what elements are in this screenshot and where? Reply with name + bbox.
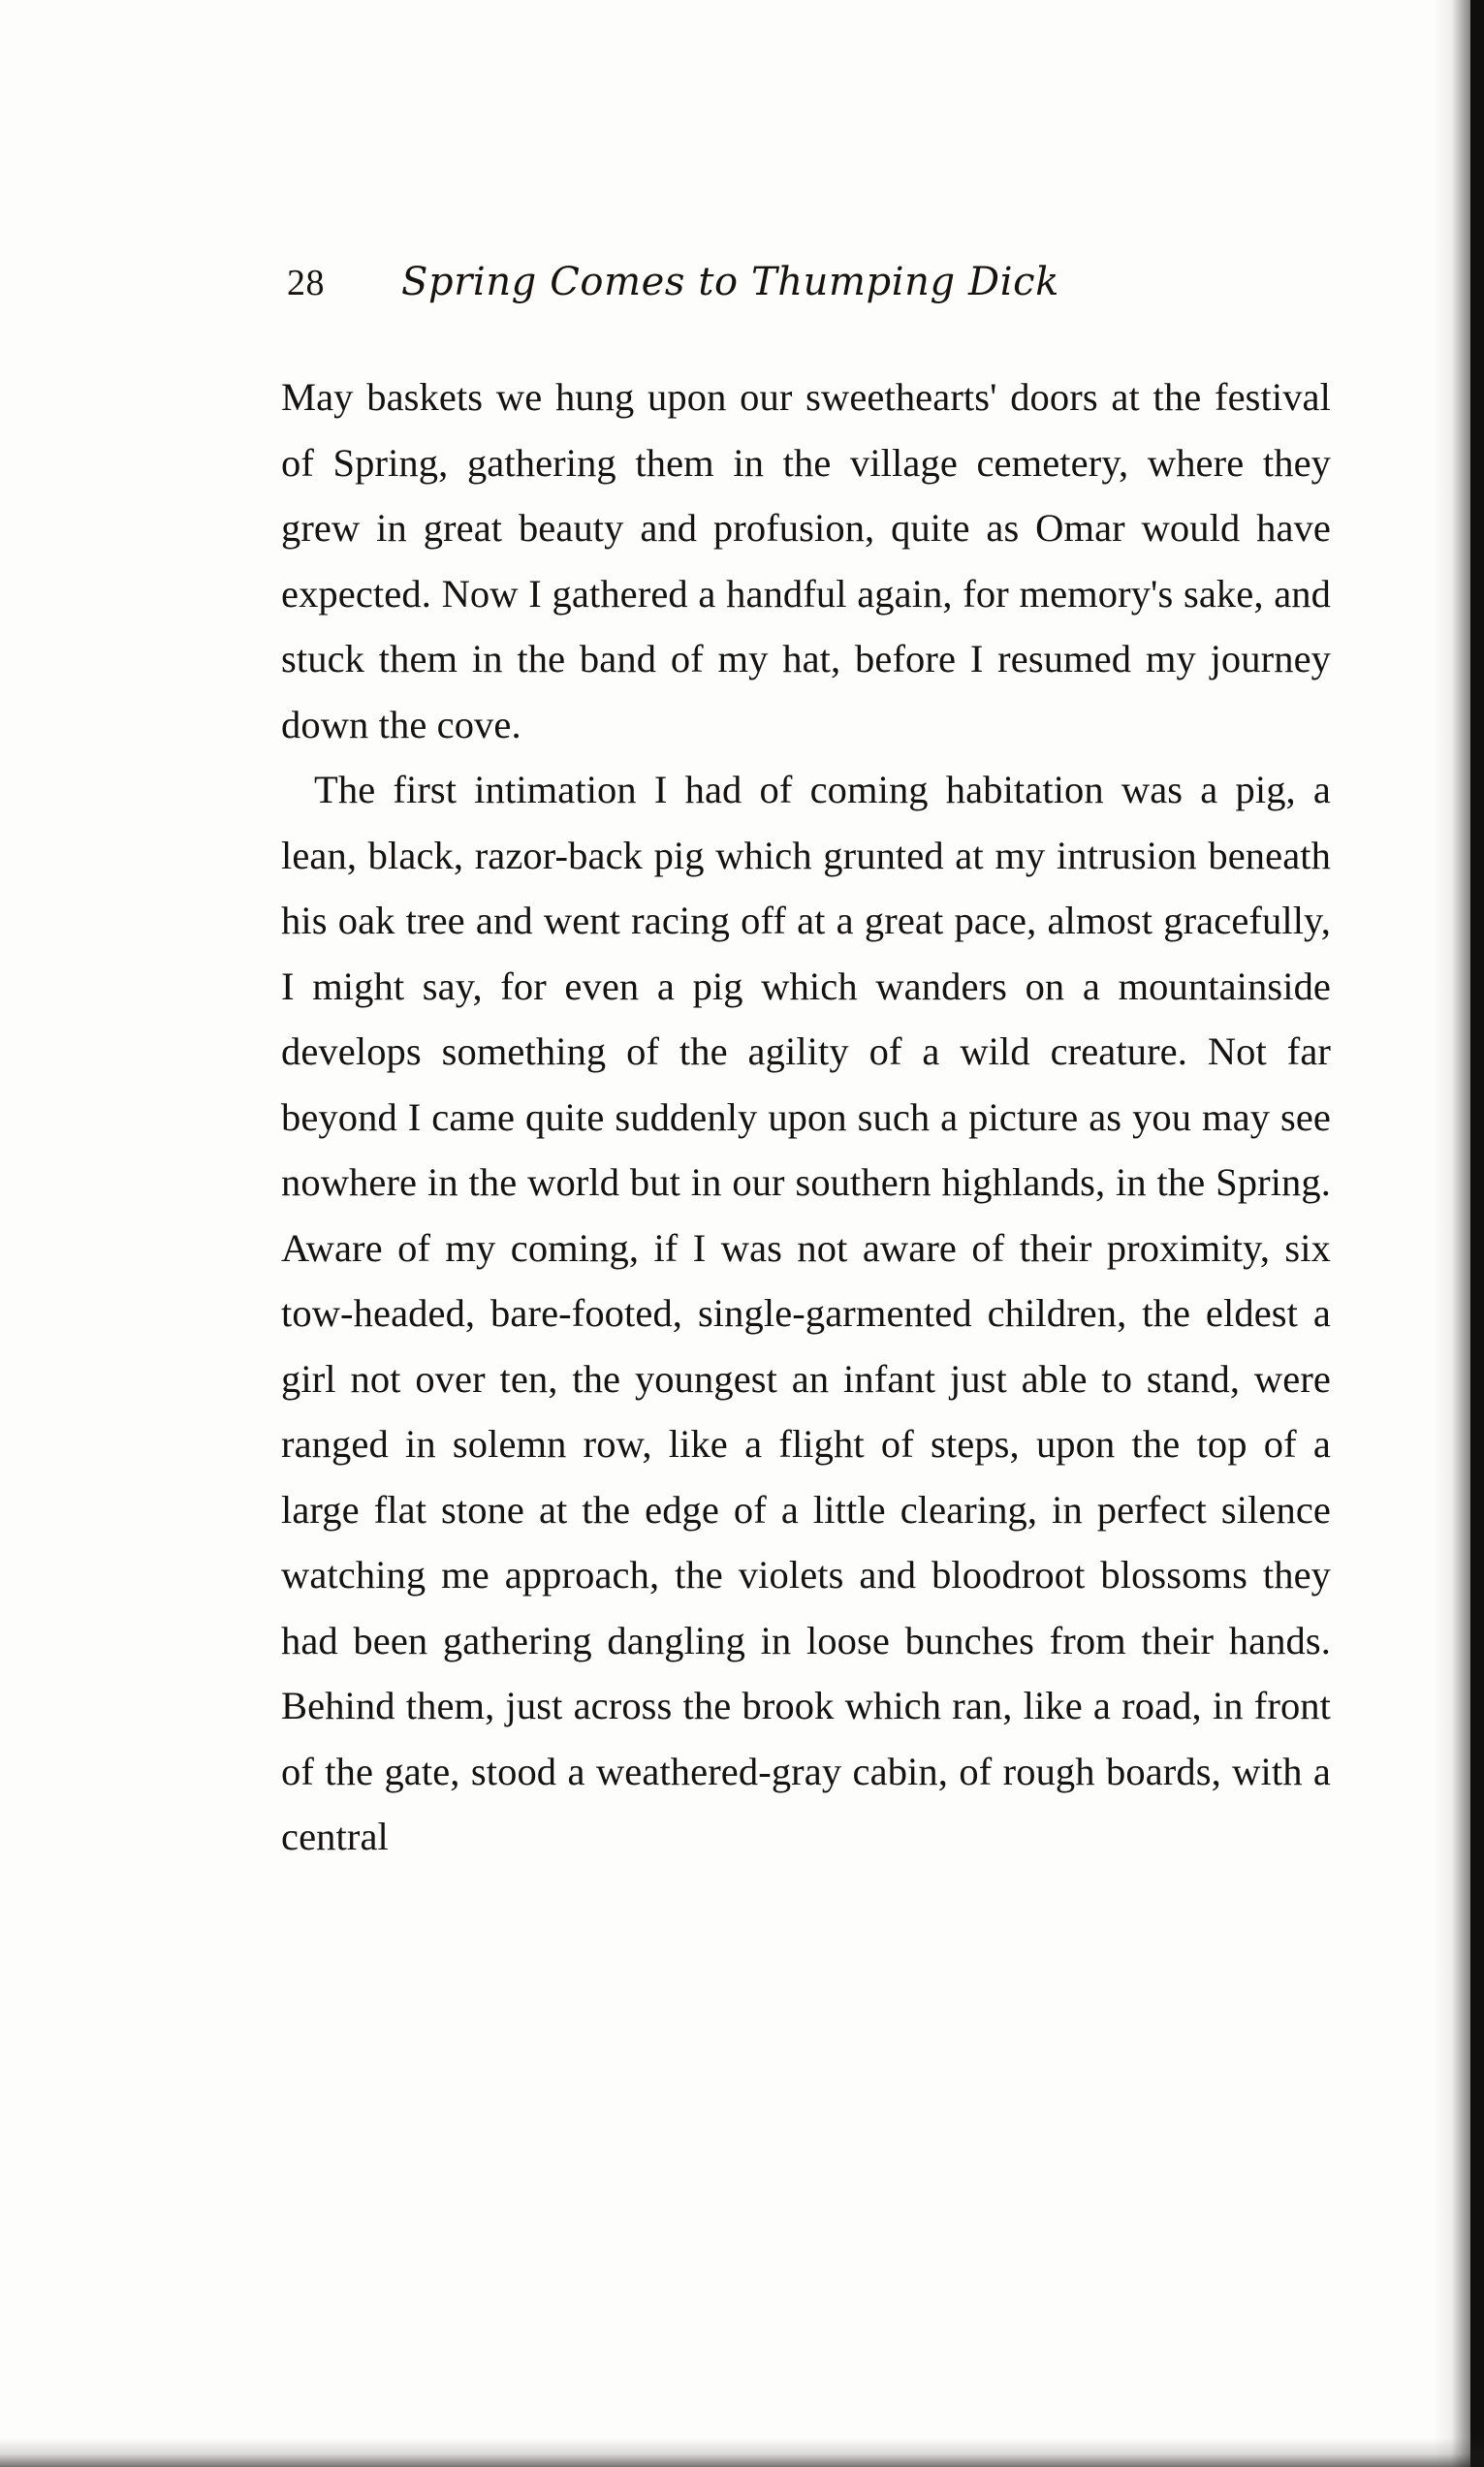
book-spine-edge [1470,0,1484,2467]
running-head [281,260,1331,304]
page-bottom-shadow [0,2438,1484,2467]
paragraph: May baskets we hung upon our sweethearts' doors at the festival of Spring, gathering them in the village cemetery, where they grew in great beauty and profusion, quite as Omar would have expected. Now I gathered a handful again, for memory's sake, and stuck them in the band of my hat, before I resumed my journey down the cove. [281,375,1331,746]
text-column [281,260,1331,1870]
running-head-title: Spring Comes to Thumping Dick [401,260,1059,304]
paragraph: The first intimation I had of coming habitation was a pig, a lean, black, razor-back pig which grunted at my intrusion beneath his oak tree and went racing off at a great pace, almost gracefully, I might say, for even a pig which wanders on a mountainside develops something of the agility of a wild creature. Not far beyond I came quite suddenly upon such a picture as you may see nowhere in the world but in our southern highlands, in the Spring. Aware of my coming, if I was not aware of their proximity, six tow-headed, bare-footed, single-garmented children, the eldest a girl not over ten, the youngest an infant just able to stand, were ranged in solemn row, like a flight of steps, upon the top of a large flat stone at the edge of a little clearing, in perfect silence watching me approach, the violets and bloodroot blossoms they had been gathering dangling in loose bunches from their hands. Behind them, just across the brook which ran, like a road, in front of the gate, stood a weathered-gray cabin, of rough boards, with a central [281,768,1331,1858]
page-number: 28 [287,263,325,303]
